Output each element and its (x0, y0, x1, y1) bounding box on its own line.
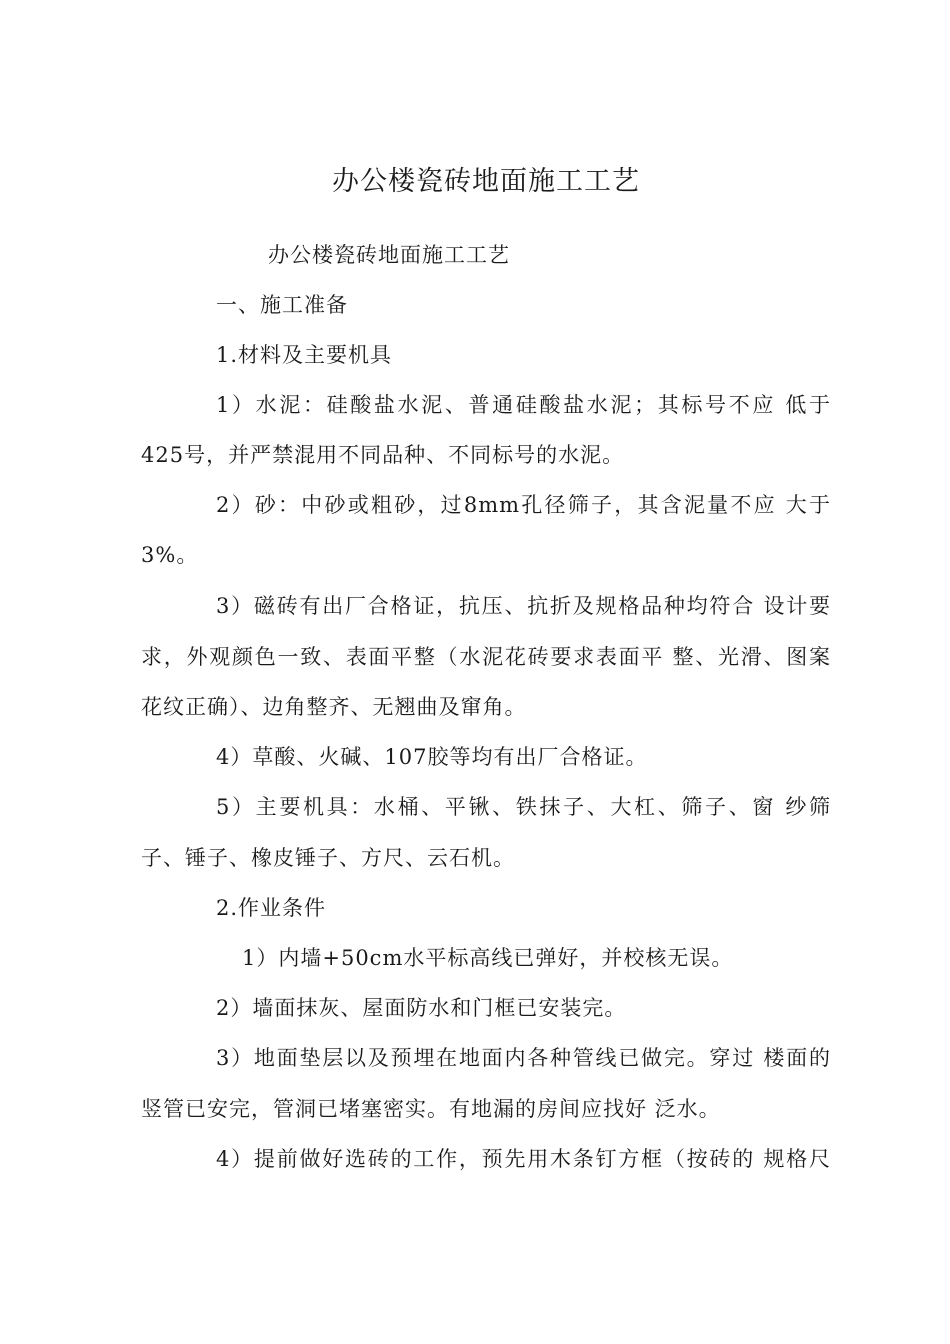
paragraph-line: 3%。 (141, 543, 199, 567)
paragraph-line: 1）水泥：硅酸盐水泥、普通硅酸盐水泥；其标号不应 低于 (216, 393, 831, 417)
subsection-heading-conditions: 2.作业条件 (216, 896, 327, 920)
paragraph-line: 425号，并严禁混用不同品种、不同标号的水泥。 (141, 443, 625, 467)
paragraph-line: 3）磁砖有出厂合格证，抗压、抗折及规格品种均符合 设计要 (216, 594, 831, 618)
paragraph-line: 子、锤子、橡皮锤子、方尺、云石机。 (141, 846, 515, 870)
paragraph-line: 4）提前做好选砖的工作，预先用木条钉方框（按砖的 规格尺 (216, 1147, 831, 1171)
paragraph-line: 求，外观颜色一致、表面平整（水泥花砖要求表面平 整、光滑、图案 (141, 645, 831, 669)
subsection-heading-materials: 1.材料及主要机具 (216, 343, 393, 367)
document-title: 办公楼瓷砖地面施工工艺 (332, 166, 640, 197)
paragraph-line: 1）内墙+50cm水平标高线已弹好，并校核无误。 (242, 946, 734, 970)
paragraph-line: 花纹正确）、边角整齐、无翘曲及窜角。 (141, 695, 527, 719)
paragraph-line: 竖管已安完，管洞已堵塞密实。有地漏的房间应找好 泛水。 (141, 1097, 721, 1121)
document-subtitle: 办公楼瓷砖地面施工工艺 (268, 243, 510, 267)
section-heading-preparation: 一、施工准备 (216, 293, 348, 317)
paragraph-line: 2）砂：中砂或粗砂，过8mm孔径筛子，其含泥量不应 大于 (216, 493, 831, 517)
paragraph-line: 5）主要机具：水桶、平锹、铁抹子、大杠、筛子、窗 纱筛 (216, 795, 831, 819)
paragraph-line: 3）地面垫层以及预埋在地面内各种管线已做完。穿过 楼面的 (216, 1046, 831, 1070)
paragraph-line: 4）草酸、火碱、107胶等均有出厂合格证。 (216, 745, 648, 769)
paragraph-line: 2）墙面抹灰、屋面防水和门框已安装完。 (216, 996, 627, 1020)
